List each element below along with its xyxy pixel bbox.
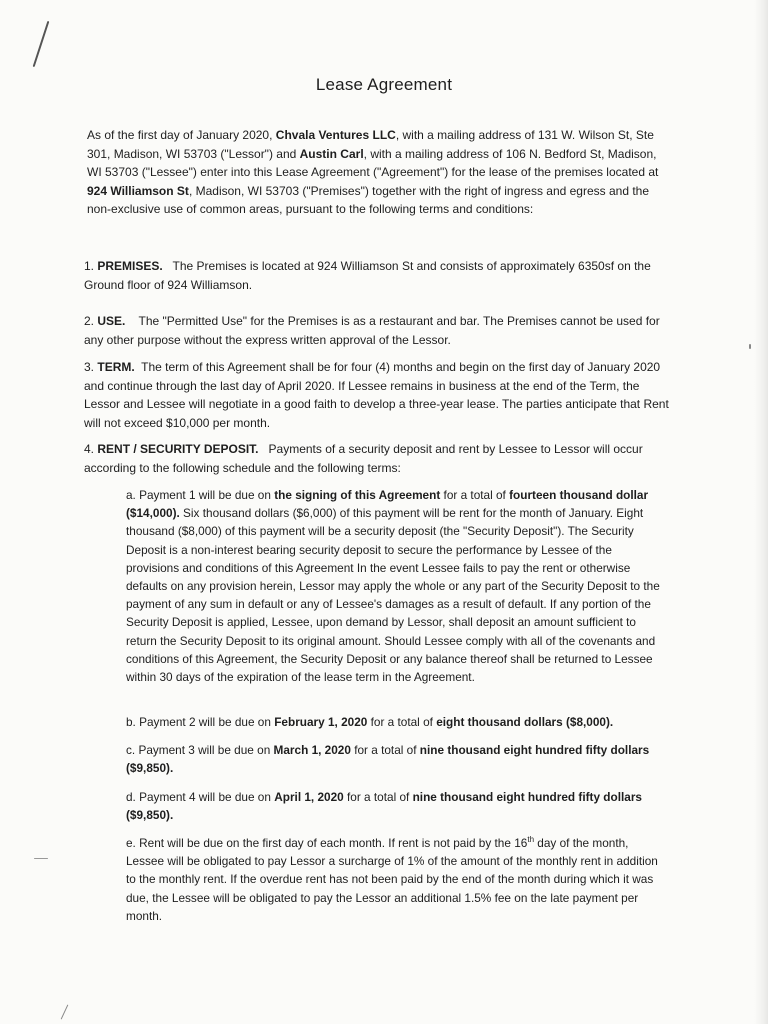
lessee-name: Austin Carl <box>299 146 364 161</box>
section-heading: PREMISES. <box>97 259 163 273</box>
section-heading: RENT / SECURITY DEPOSIT. <box>97 442 259 456</box>
section-term: 3. TERM. The term of this Agreement shall be for four (4) months and begin on the first day of January 2020 and continue through the last day of April 2020. If Lessee remains in business at the end of the Term, the Lessor and Lessee will negotiate in a good faith to develop a three-year lease. The parties anticipate that Rent will not exceed $10,000 per month. <box>84 360 669 430</box>
intro-paragraph: As of the first day of January 2020, Chvala Ventures LLC, with a mailing address of 131 W. Wilson St, Ste 301, Madison, WI 53703 ("Lessor") and Austin Carl, with a mailing address of 106 N. Bedford St, Madison, WI 53703 ("Lessee") enter into this Lease Agreement ("Agreement") for the lease of the premises located at 924 Williamson St, Madison, WI 53703 ("Premises") together with the right of ingress and egress and the non-exclusive use of common areas, pursuant to the following terms and conditions: <box>87 128 659 216</box>
section-heading: TERM. <box>97 360 135 374</box>
pen-mark-top-left <box>33 21 50 67</box>
section-premises: 1. PREMISES. The Premises is located at 924 Williamson St and consists of approximately 6350sf on the Ground floor of 924 Williamson. <box>84 259 651 292</box>
section-heading: USE. <box>97 314 126 328</box>
pen-mark-left-margin <box>34 858 48 859</box>
pen-mark-bottom-left <box>61 1005 69 1020</box>
payment-a: a. Payment 1 will be due on the signing of this Agreement for a total of fourteen thousand dollar ($14,000). Six thousand dollars ($6,000) of this payment will be rent for the month of January. Eight thousand ($8,000) of this payment will be a security deposit (the "Security Deposit"). The Security Deposit is a non-interest bearing security deposit to secure the performance by Lessee of the provisions and conditions of this Agreement In the event Lessee fails to pay the rent or otherwise defaults on any provision herein, Lessor may apply the whole or any part of the Security Deposit to the payment of any sum in default or any of Lessee's damages as a result of default. If any portion of the Security Deposit is applied, Lessee, upon demand by Lessor, shall deposit an amount sufficient to return the Security Deposit to its original amount. Should Lessee comply with all of the covenants and conditions of this Agreement, the Security Deposit or any balance thereof shall be returned to Lessee within 30 days of the expiration of the lease term in the Agreement. <box>126 488 660 685</box>
section-rent-security-deposit: 4. RENT / SECURITY DEPOSIT. Payments of a security deposit and rent by Lessee to Lessor will occur according to the following schedule and the following terms: <box>84 442 643 475</box>
payment-d: d. Payment 4 will be due on April 1, 2020 for a total of nine thousand eight hundred fifty dollars ($9,850). <box>126 790 642 823</box>
payment-e-late-fee: e. Rent will be due on the first day of each month. If rent is not paid by the 16th day of the month, Lessee will be obligated to pay Lessor a surcharge of 1% of the amount of the monthly rent in addition to the monthly rent. If the overdue rent has not been paid by the end of the month during which it was due, the Lessee will be obligated to pay the Lessor an additional 1.5% fee on the late payment per month. <box>126 835 658 923</box>
document-title: Lease Agreement <box>315 75 453 94</box>
scan-shadow-edge <box>754 0 768 1024</box>
payment-b: b. Payment 2 will be due on February 1, 2020 for a total of eight thousand dollars ($8,000). <box>126 715 614 729</box>
section-use: 2. USE. The "Permitted Use" for the Premises is as a restaurant and bar. The Premises cannot be used for any other purpose without the express written approval of the Lessor. <box>84 314 660 347</box>
premises-address: 924 Williamson St <box>87 183 189 198</box>
lessor-name: Chvala Ventures LLC <box>275 128 396 142</box>
speck-right-margin <box>749 344 751 349</box>
payment-c: c. Payment 3 will be due on March 1, 2020 for a total of nine thousand eight hundred fifty dollars ($9,850). <box>126 743 650 776</box>
